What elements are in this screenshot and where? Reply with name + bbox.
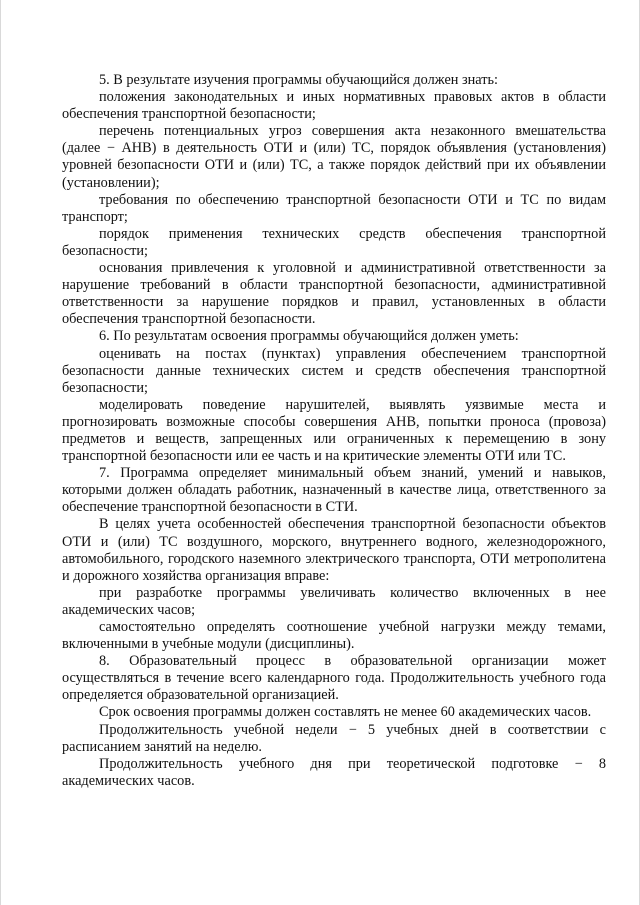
paragraph-week-length: Продолжительность учебной недели − 5 учебных дней в соответствии с расписанием занятий на неделю.	[62, 721, 606, 755]
paragraph-organization-rights: В целях учета особенностей обеспечения транспортной безопасности объектов ОТИ и (или) ТС воздушного, морского, внутреннего водного, железнодорожного, автомобильного, городского наземного электрического транспорта, ОТИ метрополитена и дорожного хозяйства организация вправе:	[62, 516, 606, 584]
paragraph-know-requirements: требования по обеспечению транспортной безопасности ОТИ и ТС по видам транспорт;	[62, 191, 606, 225]
paragraph-know-legislation: положения законодательных и иных нормативных правовых актов в области обеспечения транспортной безопасности;	[62, 89, 606, 123]
paragraph-know-threats: перечень потенциальных угроз совершения акта незаконного вмешательства (далее − АНВ) в деятельность ОТИ и (или) ТС, порядок объявления (установления) уровней безопасности ОТИ и (или) ТС, а также порядок действий при их объявлении (установлении);	[62, 123, 606, 191]
paragraph-increase-hours: при разработке программы увеличивать количество включенных в нее академических часов;	[62, 584, 606, 618]
paragraph-7: 7. Программа определяет минимальный объем знаний, умений и навыков, которыми должен обладать работник, назначенный в качестве лица, ответственного за обеспечение транспортной безопасности в СТИ.	[62, 465, 606, 516]
document-body	[62, 72, 606, 790]
paragraph-know-liability: основания привлечения к уголовной и административной ответственности за нарушение требований в области транспортной безопасности, административной ответственности за нарушение порядков и правил, установленных в области обеспечения транспортной безопасности.	[62, 260, 606, 328]
paragraph-5-heading: 5. В результате изучения программы обучающийся должен знать:	[99, 72, 499, 88]
paragraph-skill-evaluate: оценивать на постах (пунктах) управления обеспечением транспортной безопасности данные технических систем и средств обеспечения транспортной безопасности;	[62, 345, 606, 396]
page-left-edge	[0, 0, 1, 905]
paragraph-skill-model: моделировать поведение нарушителей, выявлять уязвимые места и прогнозировать возможные способы совершения АНВ, попытки проноса (провоза) предметов и веществ, запрещенных или ограниченных к перемещению в зону транспортной безопасности или ее часть и на критические элементы ОТИ или ТС.	[62, 396, 606, 465]
paragraph-load-distribution: самостоятельно определять соотношение учебной нагрузки между темами, включенными в учебные модули (дисциплины).	[62, 619, 606, 653]
paragraph-know-technical-means: порядок применения технических средств обеспечения транспортной безопасности;	[62, 225, 606, 259]
paragraph-duration: Срок освоения программы должен составлять не менее 60 академических часов.	[99, 704, 592, 721]
paragraph-day-length: Продолжительность учебного дня при теоретической подготовке − 8 академических часов.	[62, 755, 606, 789]
paragraph-8: 8. Образовательный процесс в образовательной организации может осуществляться в течение всего календарного года. Продолжительность учебного года определяется образовательной организацией.	[62, 653, 606, 704]
paragraph-6-heading: 6. По результатам освоения программы обучающийся должен уметь:	[99, 328, 519, 345]
